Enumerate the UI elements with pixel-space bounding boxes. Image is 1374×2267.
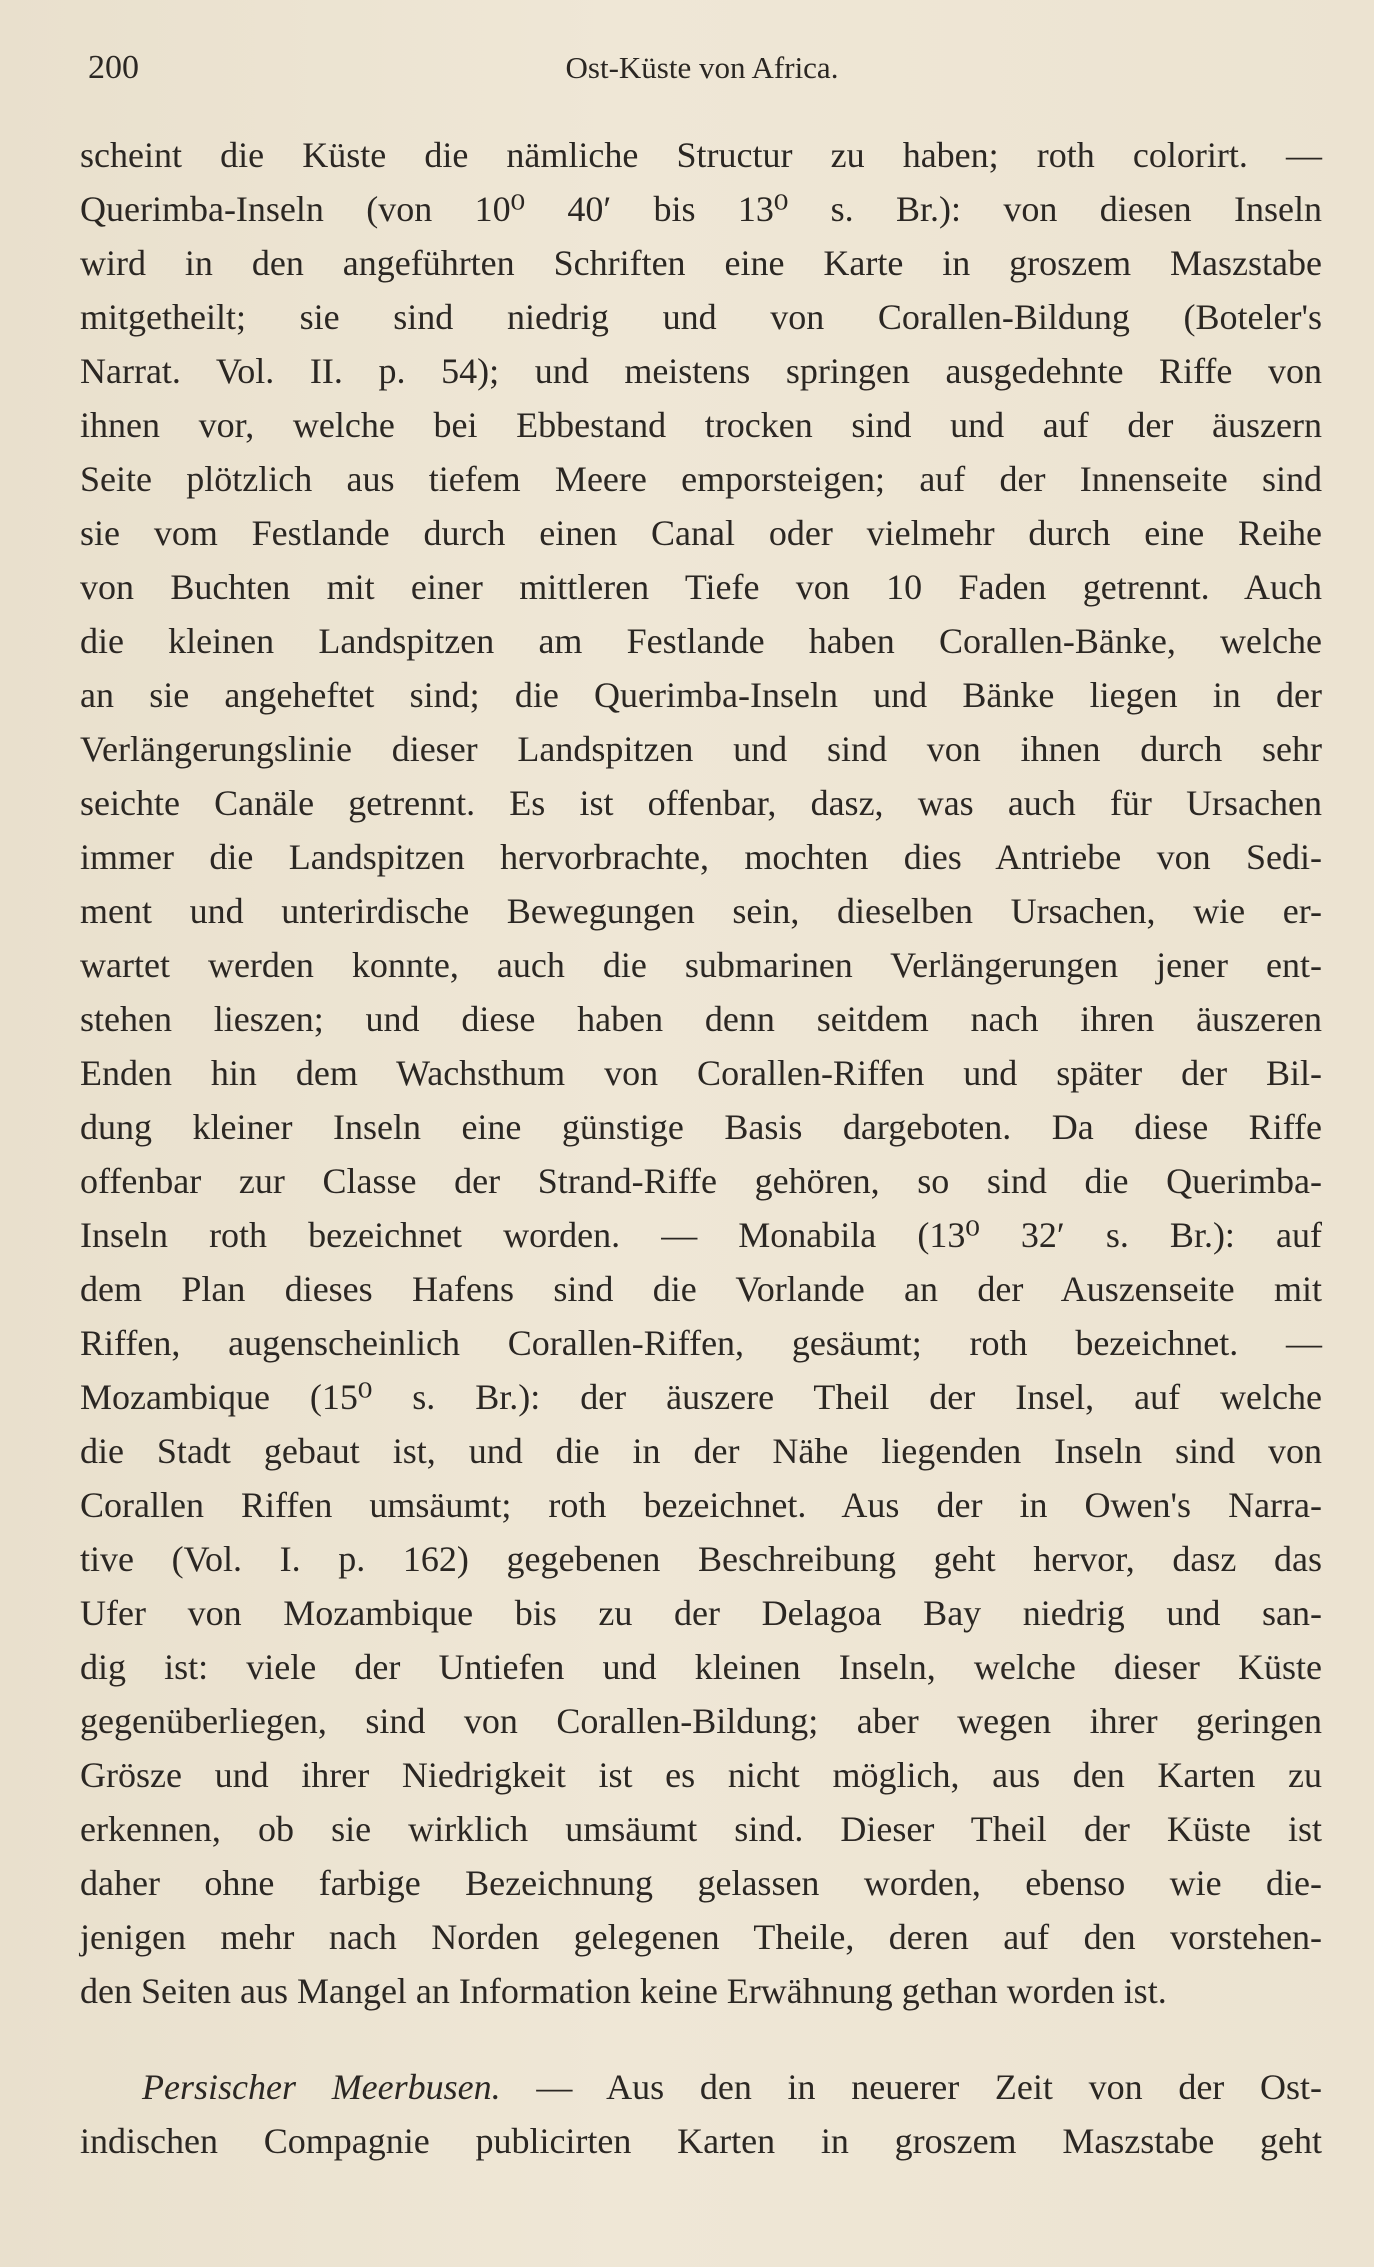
text-line: erkennen, ob sie wirklich umsäumt sind. Dieser Theil der Küste ist: [80, 1809, 1322, 1849]
text-line: Inseln roth bezeichnet worden. — Monabila (13⁰ 32′ s. Br.): auf: [80, 1215, 1322, 1255]
text-line: sie vom Festlande durch einen Canal oder vielmehr durch eine Reihe: [80, 513, 1322, 553]
section-line-text: — Aus den in neuerer Zeit von der Ost-: [536, 2067, 1323, 2107]
body-text: [80, 128, 1322, 2168]
text-line: tive (Vol. I. p. 162) gegebenen Beschreibung geht hervor, dasz das: [80, 1539, 1322, 1579]
text-line: Querimba-Inseln (von 10⁰ 40′ bis 13⁰ s. Br.): von diesen Inseln: [80, 189, 1322, 229]
running-title: Ost-Küste von Africa.: [565, 50, 839, 85]
text-line: Grösze und ihrer Niedrigkeit ist es nicht möglich, aus den Karten zu: [80, 1755, 1322, 1795]
text-line: Enden hin dem Wachsthum von Corallen-Riffen und später der Bil-: [80, 1053, 1322, 1093]
page-header: [88, 46, 1286, 90]
paragraph-last-line: den Seiten aus Mangel an Information keine Erwähnung gethan worden ist.: [80, 1971, 1167, 2011]
text-line: Mozambique (15⁰ s. Br.): der äuszere Theil der Insel, auf welche: [80, 1377, 1322, 1417]
text-line: wird in den angeführten Schriften eine Karte in groszem Maszstabe: [80, 243, 1322, 283]
text-line: die kleinen Landspitzen am Festlande haben Corallen-Bänke, welche: [80, 621, 1322, 661]
text-line: daher ohne farbige Bezeichnung gelassen worden, ebenso wie die-: [80, 1863, 1322, 1903]
text-line: Seite plötzlich aus tiefem Meere emporsteigen; auf der Innenseite sind: [80, 459, 1322, 499]
text-line: seichte Canäle getrennt. Es ist offenbar, dasz, was auch für Ursachen: [80, 783, 1322, 823]
text-line: jenigen mehr nach Norden gelegenen Theile, deren auf den vorstehen-: [80, 1917, 1322, 1957]
text-line: dung kleiner Inseln eine günstige Basis dargeboten. Da diese Riffe: [80, 1107, 1322, 1147]
text-line: mitgetheilt; sie sind niedrig und von Corallen-Bildung (Boteler's: [80, 297, 1322, 337]
text-line: dem Plan dieses Hafens sind die Vorlande an der Auszenseite mit: [80, 1269, 1322, 1309]
text-line: ment und unterirdische Bewegungen sein, dieselben Ursachen, wie er-: [80, 891, 1322, 931]
text-line: Verlängerungslinie dieser Landspitzen und sind von ihnen durch sehr: [80, 729, 1322, 769]
text-line: Riffen, augenscheinlich Corallen-Riffen, gesäumt; roth bezeichnet. —: [80, 1323, 1322, 1363]
text-line: die Stadt gebaut ist, und die in der Nähe liegenden Inseln sind von: [80, 1431, 1322, 1471]
section-heading: Persischer Meerbusen.: [142, 2067, 501, 2107]
text-line: immer die Landspitzen hervorbrachte, mochten dies Antriebe von Sedi-: [80, 837, 1322, 877]
text-line: ihnen vor, welche bei Ebbestand trocken sind und auf der äuszern: [80, 405, 1322, 445]
section-line: indischen Compagnie publicirten Karten in groszem Maszstabe geht: [80, 2121, 1322, 2161]
text-line: scheint die Küste die nämliche Structur zu haben; roth colorirt. —: [80, 135, 1322, 175]
text-line: Narrat. Vol. II. p. 54); und meistens springen ausgedehnte Riffe von: [80, 351, 1322, 391]
text-line: wartet werden konnte, auch die submarinen Verlängerungen jener ent-: [80, 945, 1322, 985]
paragraph-gap: [80, 2018, 1322, 2060]
page-number: 200: [88, 49, 139, 86]
text-line: an sie angeheftet sind; die Querimba-Inseln und Bänke liegen in der: [80, 675, 1322, 715]
text-line: gegenüberliegen, sind von Corallen-Bildung; aber wegen ihrer geringen: [80, 1701, 1322, 1741]
section-first-line: [80, 2060, 1322, 2114]
text-line: dig ist: viele der Untiefen und kleinen Inseln, welche dieser Küste: [80, 1647, 1322, 1687]
text-line: Corallen Riffen umsäumt; roth bezeichnet. Aus der in Owen's Narra-: [80, 1485, 1322, 1525]
text-line: Ufer von Mozambique bis zu der Delagoa Bay niedrig und san-: [80, 1593, 1322, 1633]
text-line: von Buchten mit einer mittleren Tiefe von 10 Faden getrennt. Auch: [80, 567, 1322, 607]
text-line: offenbar zur Classe der Strand-Riffe gehören, so sind die Querimba-: [80, 1161, 1322, 1201]
text-line: stehen lieszen; und diese haben denn seitdem nach ihren äuszeren: [80, 999, 1322, 1039]
